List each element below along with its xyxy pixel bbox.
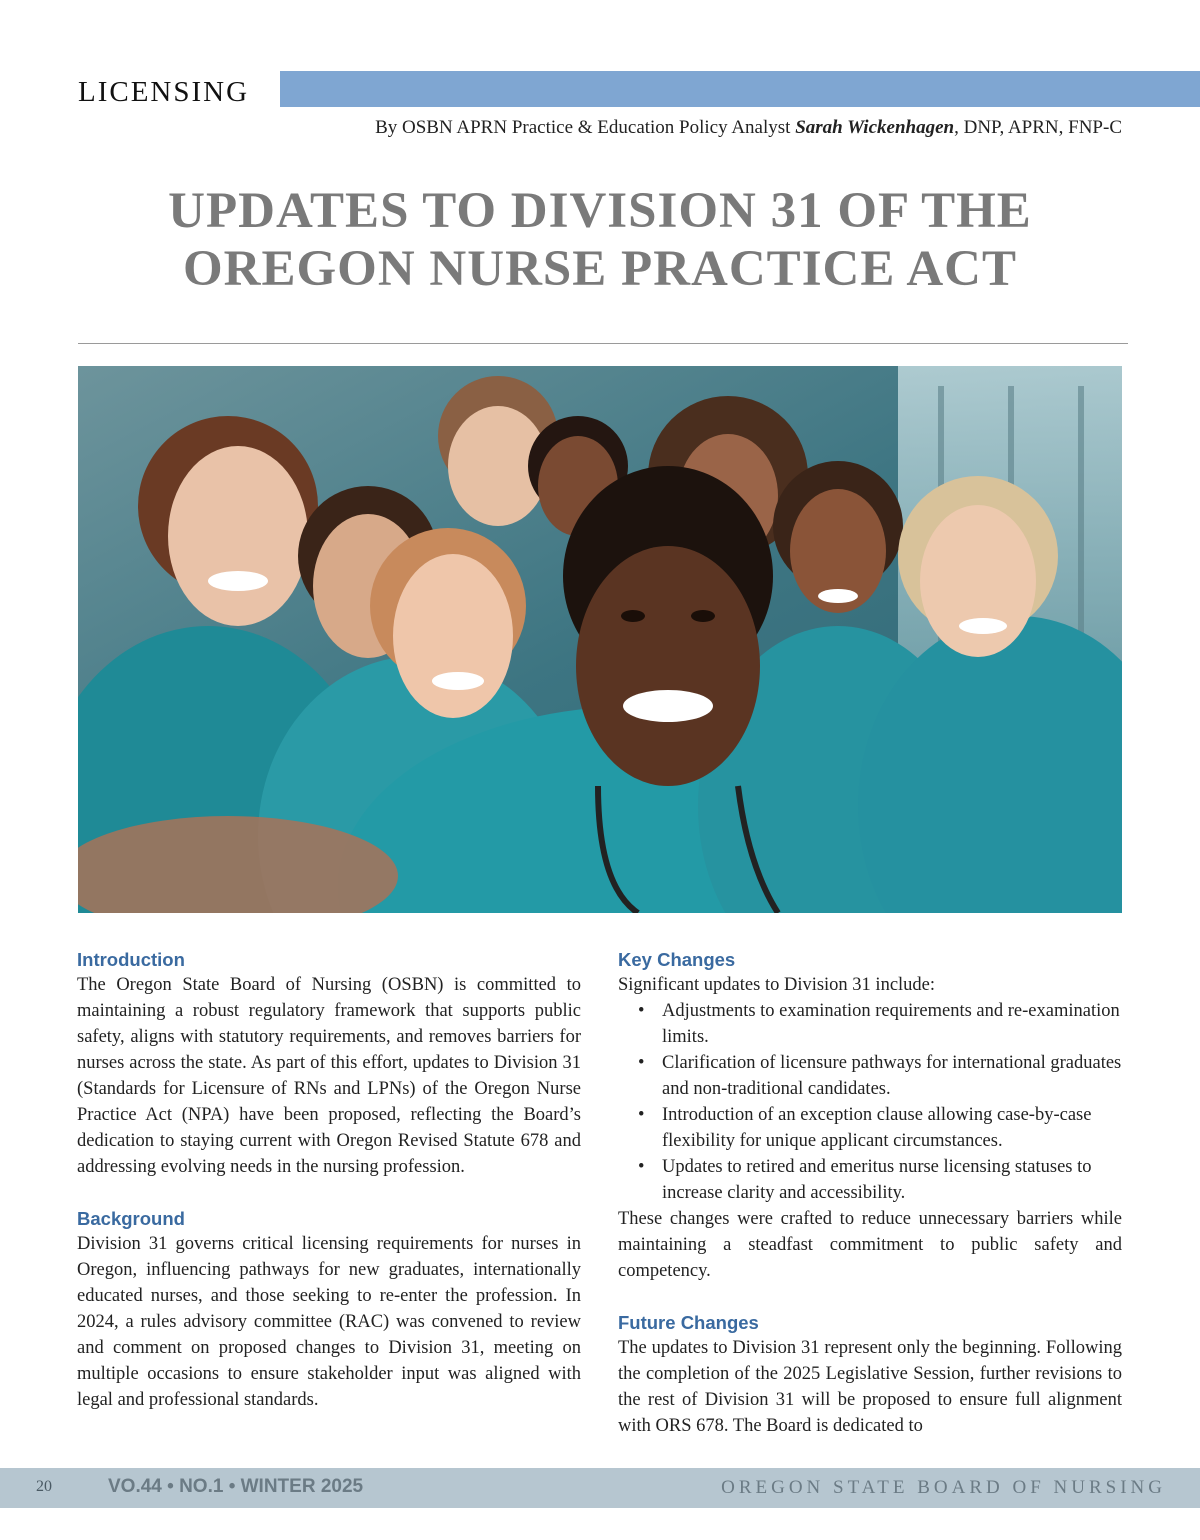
list-item: • Adjustments to examination requirements and re-examination limits. bbox=[662, 998, 1122, 1050]
section-label: LICENSING bbox=[78, 76, 250, 108]
section-accent-bar bbox=[280, 71, 1200, 107]
group-selfie-photo bbox=[78, 366, 1122, 913]
introduction-paragraph: The Oregon State Board of Nursing (OSBN) is committed to maintaining a robust regulatory framework that supports public safety, aligns with statutory requirements, and removes barriers for nurses across the state. As part of this effort, updates to Division 31 (Standards for Licensure of RNs and LPNs) of the Oregon Nurse Practice Act (NPA) have been proposed, reflecting the Board’s dedication to staying current with Oregon Revised Statute 678 and addressing evolving needs in the nursing profession. bbox=[77, 975, 581, 1177]
key-changes-list bbox=[618, 998, 1122, 1206]
byline-prefix: By OSBN APRN Practice & Education Policy Analyst bbox=[375, 117, 796, 138]
title-line-1: UPDATES TO DIVISION 31 OF THE bbox=[168, 183, 1032, 239]
page-number: 20 bbox=[36, 1478, 52, 1495]
list-item: • Updates to retired and emeritus nurse licensing statuses to increase clarity and accessibility. bbox=[662, 1154, 1122, 1206]
right-column bbox=[618, 948, 1122, 1439]
introduction-heading: Introduction bbox=[77, 949, 185, 970]
byline bbox=[375, 117, 1122, 139]
list-item: • Introduction of an exception clause allowing case-by-case flexibility for unique applicant circumstances. bbox=[662, 1102, 1122, 1154]
future-changes-heading: Future Changes bbox=[618, 1312, 759, 1333]
byline-credentials: , DNP, APRN, FNP-C bbox=[954, 117, 1122, 138]
title-line-2: OREGON NURSE PRACTICE ACT bbox=[182, 241, 1018, 297]
issue-label: VO.44 • NO.1 • WINTER 2025 bbox=[108, 1476, 364, 1497]
key-changes-outro: These changes were crafted to reduce unnecessary barriers while maintaining a steadfast commitment to public safety and competency. bbox=[618, 1209, 1122, 1281]
article-title bbox=[0, 182, 1200, 298]
key-changes-intro: Significant updates to Division 31 include: bbox=[618, 975, 936, 995]
background-heading: Background bbox=[77, 1208, 185, 1229]
byline-author: Sarah Wickenhagen bbox=[795, 117, 955, 138]
list-item: • Clarification of licensure pathways for international graduates and non-traditional candidates. bbox=[662, 1050, 1122, 1102]
organization-name: OREGON STATE BOARD OF NURSING bbox=[721, 1477, 1166, 1498]
left-column bbox=[77, 948, 581, 1413]
future-changes-paragraph: The updates to Division 31 represent only the beginning. Following the completion of the 2025 Legislative Session, further revisions to the rest of Division 31 will be proposed to ensure full alignment with ORS 678. The Board is dedicated to bbox=[618, 1338, 1122, 1436]
key-changes-heading: Key Changes bbox=[618, 949, 736, 970]
page-footer bbox=[0, 1468, 1200, 1508]
title-divider bbox=[78, 343, 1128, 344]
background-paragraph: Division 31 governs critical licensing requirements for nurses in Oregon, influencing pathways for new graduates, internationally educated nurses, and those seeking to re-enter the profession. In 2024, a rules advisory committee (RAC) was convened to review and comment on proposed changes to Division 31, meeting on multiple occasions to ensure stakeholder input was aligned with legal and professional standards. bbox=[77, 1234, 581, 1410]
